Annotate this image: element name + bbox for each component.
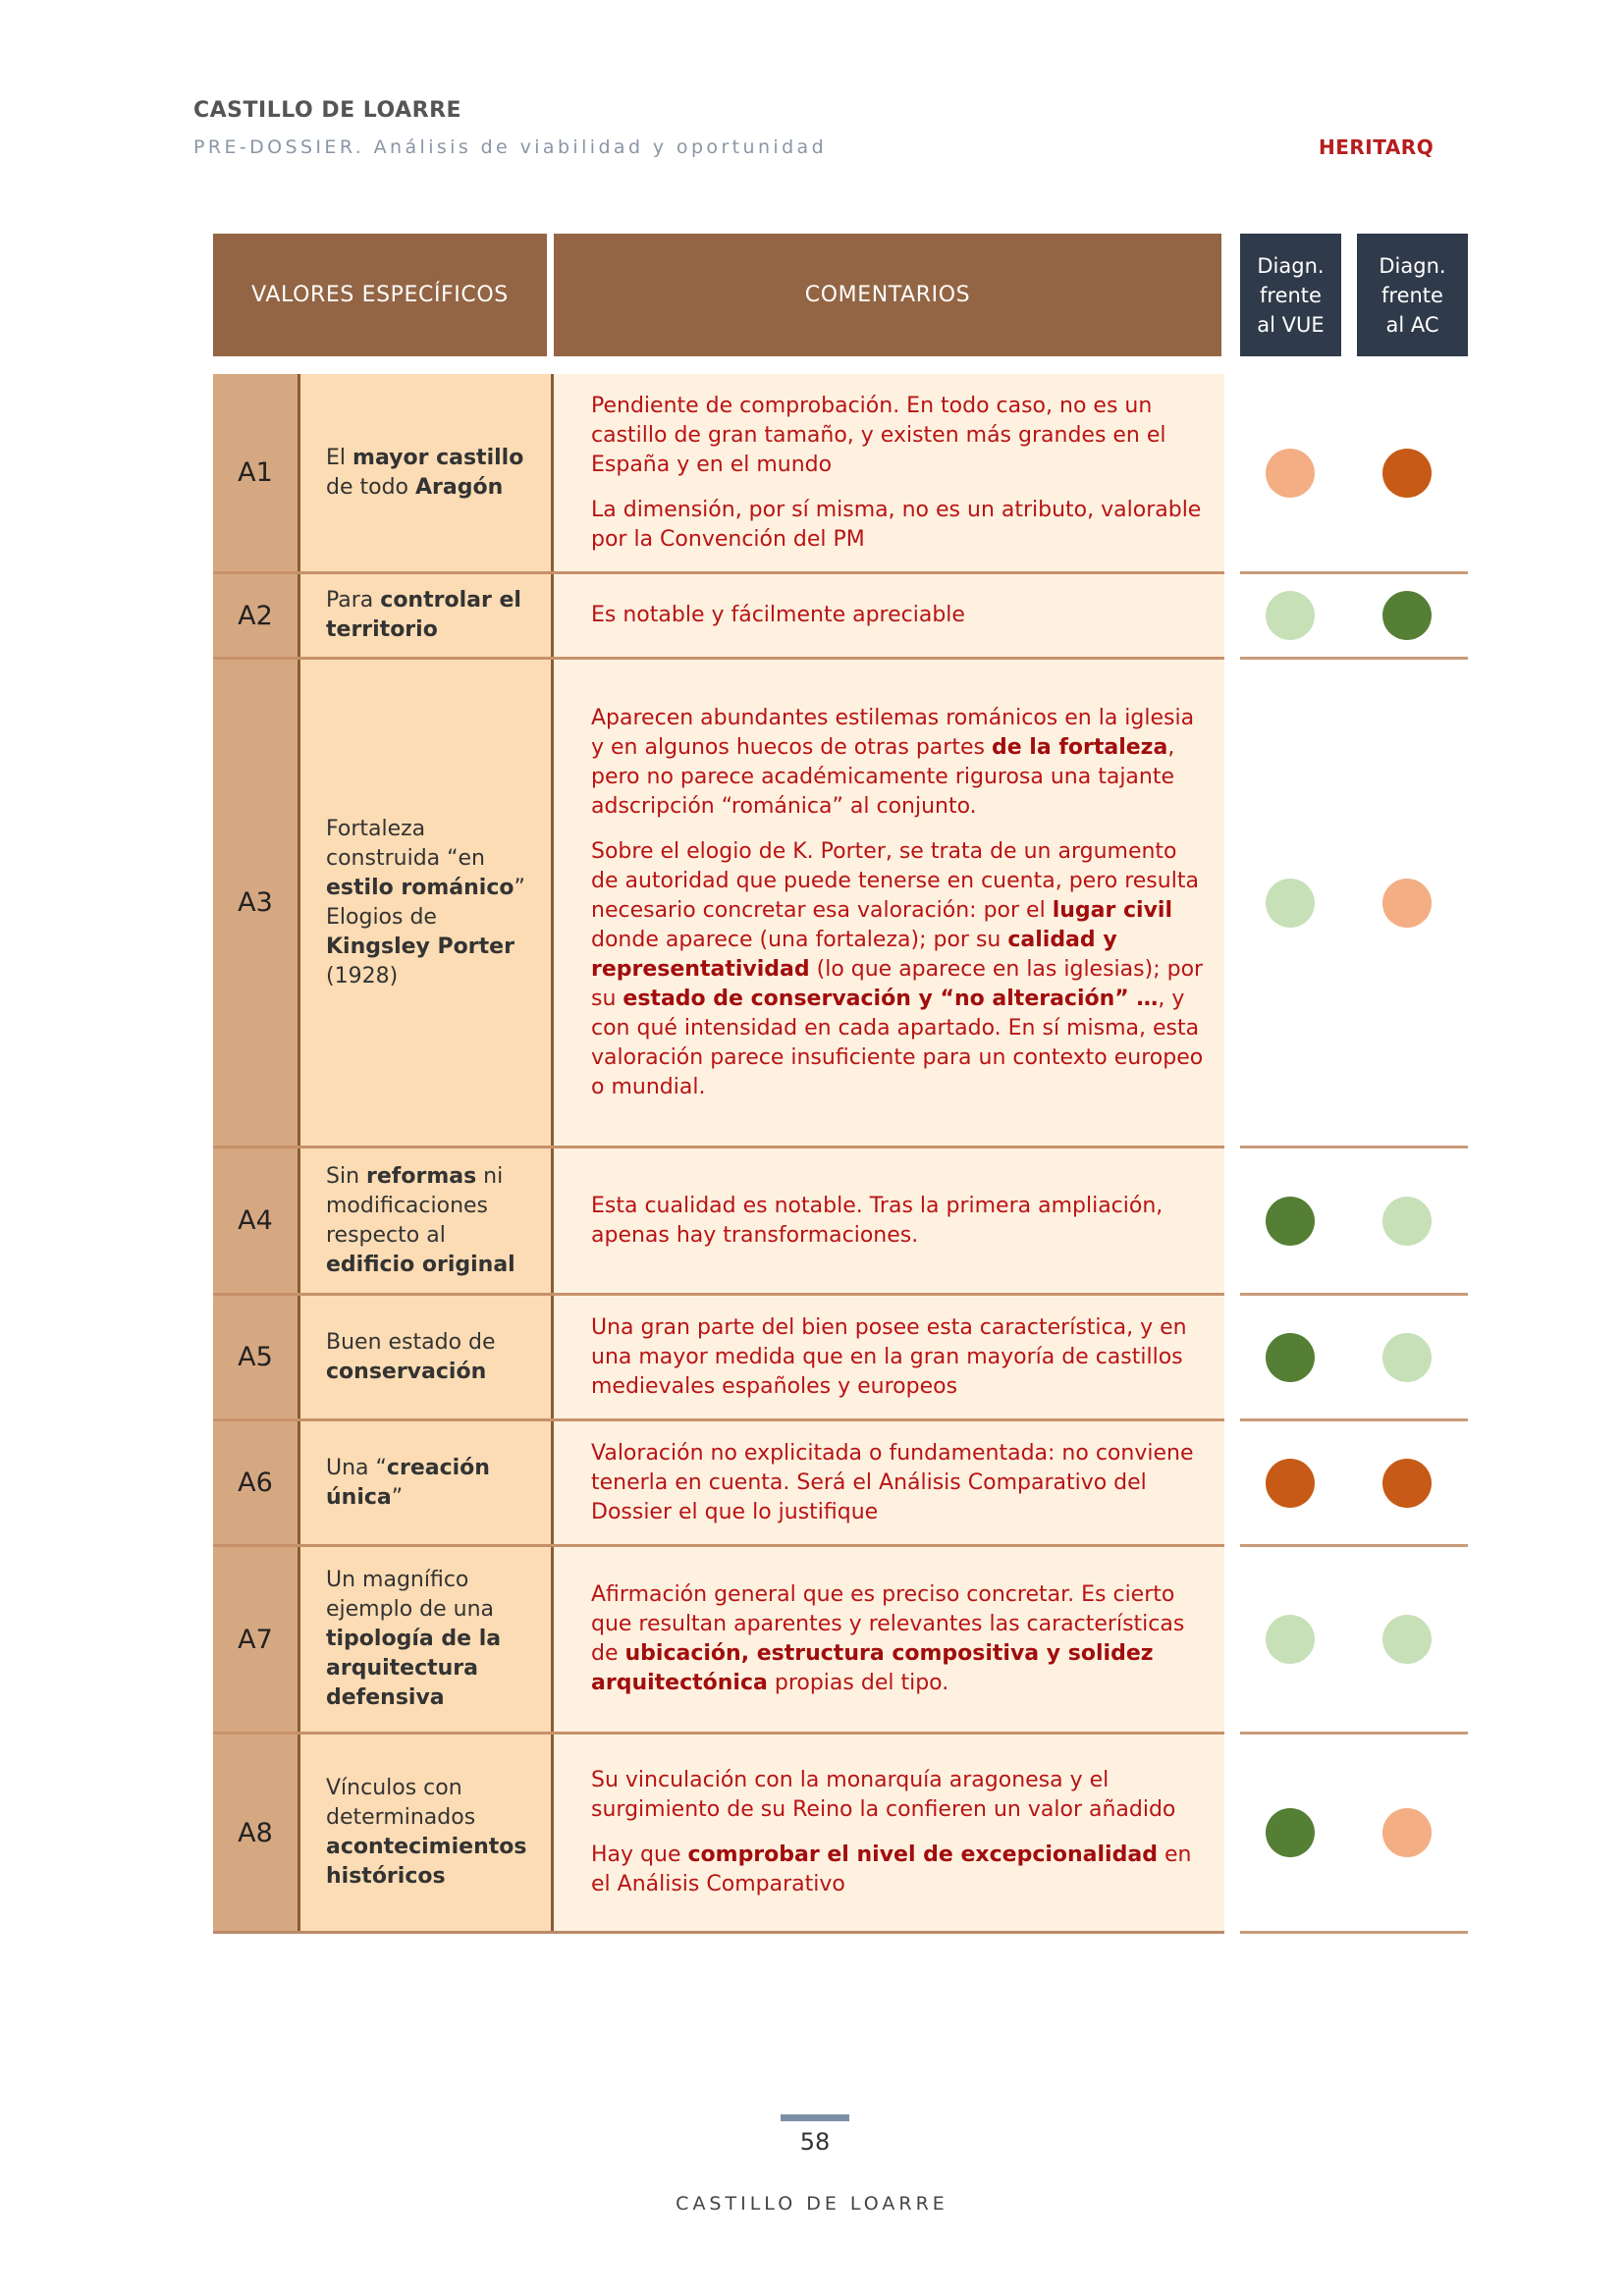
text-segment: en el Análisis Comparativo [591,1842,1192,1896]
row-comment [554,374,1224,571]
text-segment: Esta cualidad es notable. Tras la primera ampliación, apenas hay transformaciones. [591,1193,1164,1248]
comment-paragraph [591,837,1205,1102]
diagnosis-ac-indicator [1382,1459,1432,1508]
column-header-comments: COMENTARIOS [554,234,1221,356]
comment-paragraph [591,1580,1205,1698]
row-divider [1240,1931,1468,1934]
row-comment [554,660,1224,1146]
emphasis-text: estilo románico [326,875,514,900]
column-header-ac-line: Diagn. [1379,253,1446,278]
comment-paragraph [591,496,1205,555]
text-segment: Sobre el elogio de K. Porter, se trata de un argumento de autoridad que puede tenerse en cuenta, pero resulta necesario concretar esa valoración: por el [591,838,1199,923]
row-comment [554,1547,1224,1732]
column-divider [298,1148,300,1296]
text-segment: Afirmación general que es preciso concretar. Es cierto que resultan aparentes y relevantes las características de [591,1582,1185,1666]
row-value [300,1296,551,1418]
text-segment: Fortaleza construida “en [326,816,486,871]
row-value-text [326,1328,539,1387]
emphasis-text: controlar el territorio [326,588,521,642]
comment-paragraph [591,392,1205,480]
text-segment: , pero no parece académicamente rigurosa una tajante adscripción “románica” al conjunto. [591,734,1175,819]
column-divider [551,1735,554,1934]
text-segment: (1928) [326,963,399,988]
row-comment [554,574,1224,657]
comment-paragraph [591,704,1205,822]
column-divider [298,574,300,660]
diagnosis-vue-indicator [1266,1808,1315,1857]
emphasis-text: calidad y representatividad [591,927,1117,982]
column-header-vue-line: frente [1260,283,1322,307]
column-divider [551,1296,554,1421]
column-divider [551,1421,554,1547]
emphasis-text: lugar civil [1052,897,1173,923]
row-comment [554,1296,1224,1418]
row-value [300,1421,551,1544]
text-segment: Es notable y fácilmente apreciable [591,603,965,627]
emphasis-text: estado de conservación y “no alteración” … [623,986,1159,1011]
footer-title: CASTILLO DE LOARRE [676,2193,948,2215]
emphasis-text: ubicación, estructura compositiva y solidez arquitectónica [591,1641,1154,1695]
emphasis-text: reformas [366,1163,477,1189]
text-segment: donde aparece (una fortaleza); por su [591,927,1008,952]
text-segment: propias del tipo. [767,1671,949,1695]
column-header-ac [1357,234,1468,356]
text-segment: La dimensión, por sí misma, no es un atributo, valorable por la Convención del PM [591,497,1202,552]
text-segment: Aparecen abundantes estilemas románicos en la iglesia y en algunos huecos de otras partes [591,705,1195,760]
emphasis-text: conservación [326,1359,487,1384]
comment-paragraph [591,1841,1205,1899]
row-code: A7 [213,1547,298,1732]
row-divider [1240,657,1468,660]
row-divider [1240,1418,1468,1421]
emphasis-text: Kingsley Porter [326,934,514,959]
row-value [300,1735,551,1931]
row-comment [554,1421,1224,1544]
row-code: A1 [213,374,298,571]
comment-paragraph [591,1192,1205,1251]
row-value [300,1148,551,1293]
row-value [300,374,551,571]
comment-paragraph [591,1439,1205,1527]
brand-name: HERITARQ [1319,135,1435,159]
diagnosis-ac-indicator [1382,1615,1432,1664]
diagnosis-vue-indicator [1266,591,1315,640]
column-divider [551,660,554,1148]
comment-paragraph [591,1313,1205,1402]
row-code: A4 [213,1148,298,1293]
text-segment: , y con qué intensidad en cada apartado. En sí misma, esta valoración parece insuficiente para un contexto europeo o mundial. [591,986,1204,1099]
row-value [300,574,551,657]
column-divider [298,660,300,1148]
row-divider [1240,571,1468,574]
column-header-ac-line: frente [1381,283,1443,307]
text-segment: Valoración no explicitada o fundamentada: no conviene tenerla en cuenta. Será el Análisis Comparativo del Dossier el que lo justifique [591,1440,1194,1524]
text-segment: Su vinculación con la monarquía aragonesa y el surgimiento de su Reino la confieren un valor añadido [591,1768,1176,1822]
comment-paragraph [591,601,1205,630]
column-header-vue [1240,234,1341,356]
row-comment [554,1148,1224,1293]
column-header-ac-line: al AC [1385,312,1439,337]
column-divider [298,1547,300,1735]
row-value-text [326,1774,539,1892]
diagnosis-vue-indicator [1266,1333,1315,1382]
footer-divider [781,2114,849,2121]
text-segment: Buen estado de [326,1329,496,1355]
diagnosis-ac-indicator [1382,1197,1432,1246]
column-header-vue-line: al VUE [1257,312,1325,337]
row-value-text [326,1454,539,1513]
text-segment: ” [391,1484,404,1510]
diagnosis-ac-indicator [1382,449,1432,498]
emphasis-text: acontecimientos históricos [326,1835,527,1889]
diagnosis-ac-indicator [1382,591,1432,640]
emphasis-text: Aragón [415,474,504,500]
column-divider [551,1547,554,1735]
diagnosis-ac-indicator [1382,879,1432,928]
row-divider [1240,1544,1468,1547]
text-segment: Pendiente de comprobación. En todo caso, no es un castillo de gran tamaño, y existen más grandes en el España y en el mundo [591,393,1166,477]
comment-paragraph [591,1766,1205,1825]
row-divider [1240,1293,1468,1296]
diagnosis-vue-indicator [1266,1197,1315,1246]
text-segment: Una “ [326,1455,387,1480]
column-divider [551,374,554,574]
text-segment: Hay que [591,1842,688,1867]
diagnosis-vue-indicator [1266,1459,1315,1508]
emphasis-text: edificio original [326,1252,515,1277]
document-title: CASTILLO DE LOARRE [193,98,462,123]
text-segment: Una gran parte del bien posee esta característica, y en una mayor medida que en la gran mayoría de castillos medievales españoles y europeos [591,1314,1187,1399]
column-divider [298,374,300,574]
text-segment: Un magnífico ejemplo de una [326,1568,495,1622]
emphasis-text: de la fortaleza [991,734,1168,760]
row-divider [213,1931,1224,1934]
text-segment: Para [326,588,381,613]
row-value-text [326,1162,539,1280]
diagnosis-ac-indicator [1382,1808,1432,1857]
row-code: A6 [213,1421,298,1544]
text-segment: ” Elogios de [326,875,525,930]
emphasis-text: mayor castillo [352,445,524,470]
row-divider [1240,1146,1468,1148]
column-divider [298,1735,300,1934]
text-segment: ni modificaciones respecto al [326,1163,504,1248]
row-value-text [326,586,539,645]
row-value-text [326,815,539,991]
column-divider [298,1421,300,1547]
emphasis-text: comprobar el nivel de excepcionalidad [687,1842,1158,1867]
diagnosis-vue-indicator [1266,1615,1315,1664]
row-code: A2 [213,574,298,657]
row-value-text [326,444,539,503]
diagnosis-vue-indicator [1266,879,1315,928]
column-divider [551,574,554,660]
row-code: A3 [213,660,298,1146]
diagnosis-ac-indicator [1382,1333,1432,1382]
text-segment: de todo [326,474,415,500]
text-segment: Sin [326,1163,367,1189]
text-segment: (lo que aparece en las iglesias); por su [591,956,1204,1011]
row-code: A5 [213,1296,298,1418]
column-divider [298,1296,300,1421]
emphasis-text: creación única [326,1455,490,1510]
row-value [300,1547,551,1732]
row-comment [554,1735,1224,1931]
document-subtitle: PRE-DOSSIER. Análisis de viabilidad y oportunidad [193,136,828,158]
row-code: A8 [213,1735,298,1931]
row-value-text [326,1566,539,1713]
text-segment: El [326,445,353,470]
column-header-values: VALORES ESPECÍFICOS [213,234,547,356]
column-header-vue-line: Diagn. [1257,253,1325,278]
row-divider [1240,1732,1468,1735]
column-divider [551,1148,554,1296]
text-segment: Vínculos con determinados [326,1776,476,1830]
page-number: 58 [799,2128,831,2156]
row-value [300,660,551,1146]
emphasis-text: tipología de la arquitectura defensiva [326,1627,502,1710]
diagnosis-vue-indicator [1266,449,1315,498]
